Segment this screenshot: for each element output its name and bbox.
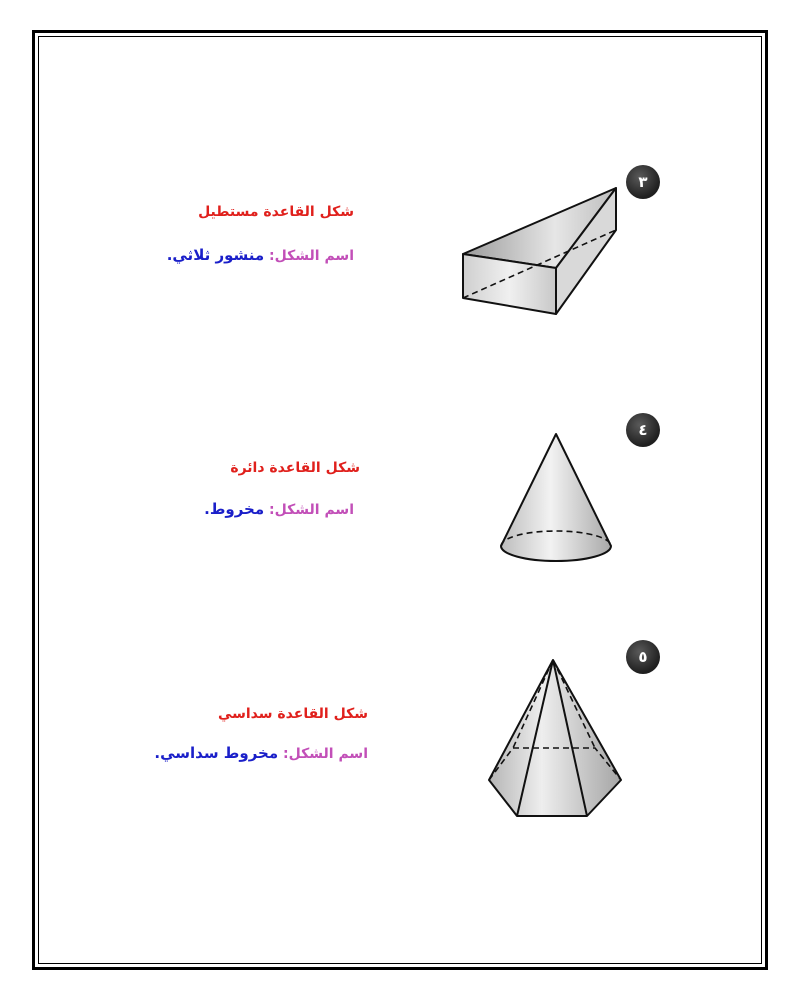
base-shape-text-4: شكل القاعدة دائرة — [230, 460, 360, 476]
shape-name-label: اسم الشكل: — [269, 248, 354, 264]
number-badge-3: ٣ — [626, 165, 660, 199]
triangular-prism-figure — [455, 180, 630, 325]
hexagonal-pyramid-figure — [485, 656, 625, 822]
number-badge-5: ٥ — [626, 640, 660, 674]
shape-name-value: منشور ثلاثي. — [166, 246, 265, 264]
shape-name-line-4 — [204, 500, 354, 518]
base-shape-text-3: شكل القاعدة مستطيل — [198, 204, 354, 220]
shape-name-label: اسم الشكل: — [283, 746, 368, 762]
shape-name-value: مخروط سداسي. — [154, 744, 279, 762]
shape-name-value: مخروط. — [204, 500, 265, 518]
cone-figure — [498, 430, 616, 568]
shape-name-line-5 — [154, 744, 368, 762]
number-badge-4: ٤ — [626, 413, 660, 447]
shape-name-line-3 — [167, 246, 354, 264]
base-shape-text-5: شكل القاعدة سداسي — [217, 706, 368, 722]
shape-name-label: اسم الشكل: — [269, 502, 354, 518]
